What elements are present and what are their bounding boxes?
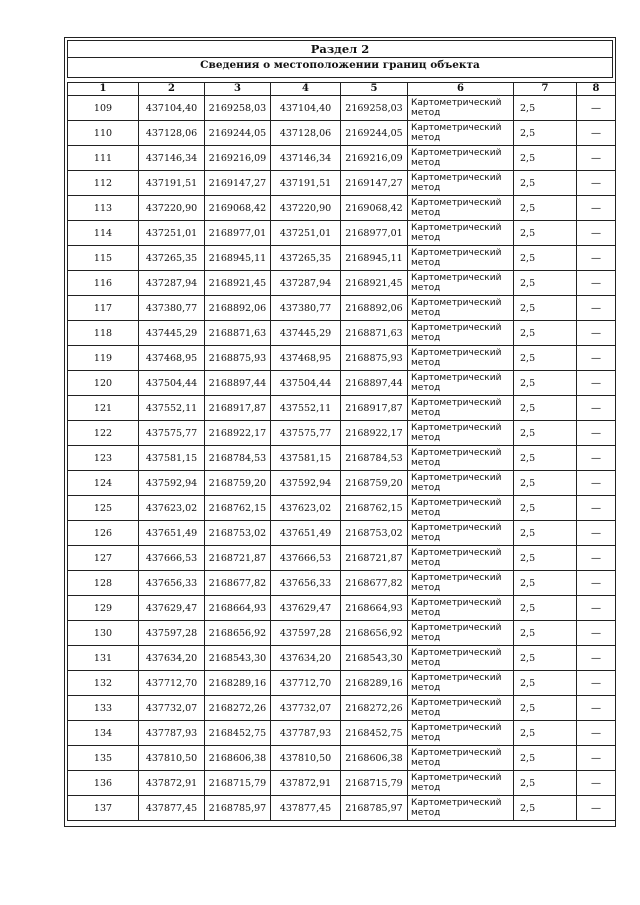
cell-point-number: 130 — [68, 621, 139, 646]
cell-x-old: 437634,20 — [139, 646, 205, 671]
cell-x-new: 437104,40 — [271, 96, 341, 121]
cell-accuracy: 2,5 — [514, 596, 577, 621]
cell-method: Картометрический метод — [408, 96, 514, 121]
cell-method: Картометрический метод — [408, 371, 514, 396]
cell-x-old: 437581,15 — [139, 446, 205, 471]
table-row — [68, 471, 616, 496]
cell-x-old: 437656,33 — [139, 571, 205, 596]
cell-y-old: 2169216,09 — [205, 146, 271, 171]
cell-method: Картометрический метод — [408, 196, 514, 221]
cell-method: Картометрический метод — [408, 221, 514, 246]
cell-point-number: 127 — [68, 546, 139, 571]
cell-accuracy: 2,5 — [514, 721, 577, 746]
table-row — [68, 721, 616, 746]
cell-description: — — [577, 221, 616, 246]
cell-y-old: 2168606,38 — [205, 746, 271, 771]
cell-accuracy: 2,5 — [514, 696, 577, 721]
cell-description: — — [577, 521, 616, 546]
cell-y-old: 2168664,93 — [205, 596, 271, 621]
cell-accuracy: 2,5 — [514, 246, 577, 271]
table-row — [68, 596, 616, 621]
table-row — [68, 521, 616, 546]
cell-point-number: 111 — [68, 146, 139, 171]
cell-x-old: 437872,91 — [139, 771, 205, 796]
cell-accuracy: 2,5 — [514, 521, 577, 546]
cell-description: — — [577, 371, 616, 396]
cell-description: — — [577, 196, 616, 221]
cell-x-old: 437810,50 — [139, 746, 205, 771]
cell-method: Картометрический метод — [408, 671, 514, 696]
cell-accuracy: 2,5 — [514, 546, 577, 571]
cell-y-new: 2168921,45 — [341, 271, 408, 296]
column-header-7: 7 — [514, 83, 577, 96]
cell-description: — — [577, 696, 616, 721]
cell-y-old: 2168759,20 — [205, 471, 271, 496]
cell-x-new: 437128,06 — [271, 121, 341, 146]
cell-method: Картометрический метод — [408, 546, 514, 571]
cell-description: — — [577, 746, 616, 771]
cell-x-old: 437629,47 — [139, 596, 205, 621]
cell-method: Картометрический метод — [408, 746, 514, 771]
cell-x-new: 437629,47 — [271, 596, 341, 621]
cell-y-new: 2168784,53 — [341, 446, 408, 471]
cell-method: Картометрический метод — [408, 471, 514, 496]
cell-y-new: 2169068,42 — [341, 196, 408, 221]
cell-y-old: 2168677,82 — [205, 571, 271, 596]
cell-description: — — [577, 771, 616, 796]
cell-x-old: 437712,70 — [139, 671, 205, 696]
cell-x-old: 437597,28 — [139, 621, 205, 646]
cell-point-number: 135 — [68, 746, 139, 771]
cell-x-old: 437445,29 — [139, 321, 205, 346]
cell-method: Картометрический метод — [408, 346, 514, 371]
table-row — [68, 371, 616, 396]
cell-x-old: 437592,94 — [139, 471, 205, 496]
cell-x-new: 437265,35 — [271, 246, 341, 271]
cell-accuracy: 2,5 — [514, 371, 577, 396]
cell-point-number: 118 — [68, 321, 139, 346]
cell-method: Картометрический метод — [408, 296, 514, 321]
table-row — [68, 771, 616, 796]
cell-method: Картометрический метод — [408, 121, 514, 146]
cell-y-old: 2168892,06 — [205, 296, 271, 321]
cell-accuracy: 2,5 — [514, 271, 577, 296]
cell-point-number: 120 — [68, 371, 139, 396]
cell-x-new: 437877,45 — [271, 796, 341, 821]
cell-x-new: 437651,49 — [271, 521, 341, 546]
cell-description: — — [577, 621, 616, 646]
cell-x-old: 437732,07 — [139, 696, 205, 721]
cell-x-old: 437504,44 — [139, 371, 205, 396]
table-row — [68, 121, 616, 146]
cell-point-number: 116 — [68, 271, 139, 296]
cell-description: — — [577, 671, 616, 696]
cell-y-new: 2168452,75 — [341, 721, 408, 746]
header-divider — [68, 57, 612, 58]
cell-y-old: 2168753,02 — [205, 521, 271, 546]
cell-x-new: 437732,07 — [271, 696, 341, 721]
column-header-1: 1 — [68, 83, 139, 96]
cell-description: — — [577, 171, 616, 196]
cell-y-new: 2169258,03 — [341, 96, 408, 121]
document-sheet — [64, 37, 616, 827]
cell-x-old: 437666,53 — [139, 546, 205, 571]
table-row — [68, 746, 616, 771]
cell-y-new: 2168977,01 — [341, 221, 408, 246]
cell-x-new: 437787,93 — [271, 721, 341, 746]
cell-accuracy: 2,5 — [514, 646, 577, 671]
cell-x-new: 437191,51 — [271, 171, 341, 196]
cell-x-new: 437380,77 — [271, 296, 341, 321]
section-title: Раздел 2 — [310, 42, 370, 56]
cell-x-new: 437634,20 — [271, 646, 341, 671]
cell-description: — — [577, 721, 616, 746]
cell-y-new: 2168945,11 — [341, 246, 408, 271]
table-row — [68, 296, 616, 321]
table-body — [68, 96, 616, 821]
table-row — [68, 96, 616, 121]
cell-y-new: 2168753,02 — [341, 521, 408, 546]
cell-y-old: 2168715,79 — [205, 771, 271, 796]
cell-accuracy: 2,5 — [514, 746, 577, 771]
cell-x-old: 437104,40 — [139, 96, 205, 121]
cell-x-new: 437445,29 — [271, 321, 341, 346]
table-row — [68, 621, 616, 646]
table-row — [68, 396, 616, 421]
column-number-row — [68, 83, 616, 96]
cell-description: — — [577, 396, 616, 421]
cell-method: Картометрический метод — [408, 521, 514, 546]
cell-point-number: 133 — [68, 696, 139, 721]
cell-y-new: 2168897,44 — [341, 371, 408, 396]
cell-x-old: 437220,90 — [139, 196, 205, 221]
table-row — [68, 546, 616, 571]
cell-point-number: 126 — [68, 521, 139, 546]
cell-x-old: 437787,93 — [139, 721, 205, 746]
cell-y-new: 2168917,87 — [341, 396, 408, 421]
cell-accuracy: 2,5 — [514, 396, 577, 421]
cell-point-number: 129 — [68, 596, 139, 621]
column-header-6: 6 — [408, 83, 514, 96]
cell-accuracy: 2,5 — [514, 121, 577, 146]
column-header-8: 8 — [577, 83, 616, 96]
cell-accuracy: 2,5 — [514, 671, 577, 696]
cell-point-number: 128 — [68, 571, 139, 596]
cell-y-old: 2169147,27 — [205, 171, 271, 196]
cell-y-new: 2168892,06 — [341, 296, 408, 321]
cell-method: Картометрический метод — [408, 771, 514, 796]
cell-method: Картометрический метод — [408, 646, 514, 671]
cell-method: Картометрический метод — [408, 321, 514, 346]
cell-x-new: 437592,94 — [271, 471, 341, 496]
cell-x-old: 437380,77 — [139, 296, 205, 321]
cell-x-old: 437191,51 — [139, 171, 205, 196]
cell-x-new: 437656,33 — [271, 571, 341, 596]
cell-description: — — [577, 346, 616, 371]
cell-description: — — [577, 271, 616, 296]
cell-x-new: 437287,94 — [271, 271, 341, 296]
cell-method: Картометрический метод — [408, 621, 514, 646]
cell-y-new: 2168785,97 — [341, 796, 408, 821]
cell-point-number: 131 — [68, 646, 139, 671]
cell-x-new: 437468,95 — [271, 346, 341, 371]
cell-x-old: 437623,02 — [139, 496, 205, 521]
cell-x-new: 437666,53 — [271, 546, 341, 571]
cell-accuracy: 2,5 — [514, 571, 577, 596]
cell-y-old: 2168784,53 — [205, 446, 271, 471]
cell-y-old: 2168762,15 — [205, 496, 271, 521]
section-subtitle: Сведения о местоположении границ объекта — [200, 59, 480, 71]
cell-description: — — [577, 296, 616, 321]
table-row — [68, 171, 616, 196]
cell-description: — — [577, 121, 616, 146]
cell-y-old: 2168922,17 — [205, 421, 271, 446]
cell-description: — — [577, 546, 616, 571]
cell-point-number: 114 — [68, 221, 139, 246]
table-row — [68, 571, 616, 596]
table-row — [68, 321, 616, 346]
cell-x-old: 437877,45 — [139, 796, 205, 821]
cell-point-number: 109 — [68, 96, 139, 121]
cell-description: — — [577, 471, 616, 496]
cell-x-old: 437575,77 — [139, 421, 205, 446]
cell-x-old: 437251,01 — [139, 221, 205, 246]
cell-method: Картометрический метод — [408, 246, 514, 271]
cell-x-new: 437712,70 — [271, 671, 341, 696]
cell-y-old: 2168871,63 — [205, 321, 271, 346]
table-row — [68, 496, 616, 521]
cell-description: — — [577, 646, 616, 671]
cell-y-old: 2168785,97 — [205, 796, 271, 821]
cell-description: — — [577, 571, 616, 596]
cell-accuracy: 2,5 — [514, 196, 577, 221]
cell-y-new: 2168272,26 — [341, 696, 408, 721]
cell-x-new: 437597,28 — [271, 621, 341, 646]
table-row — [68, 271, 616, 296]
cell-point-number: 110 — [68, 121, 139, 146]
cell-y-old: 2168875,93 — [205, 346, 271, 371]
cell-method: Картометрический метод — [408, 571, 514, 596]
cell-y-old: 2168917,87 — [205, 396, 271, 421]
cell-accuracy: 2,5 — [514, 421, 577, 446]
cell-point-number: 125 — [68, 496, 139, 521]
cell-accuracy: 2,5 — [514, 496, 577, 521]
cell-description: — — [577, 146, 616, 171]
cell-description: — — [577, 796, 616, 821]
cell-x-new: 437810,50 — [271, 746, 341, 771]
cell-x-new: 437575,77 — [271, 421, 341, 446]
table-row — [68, 196, 616, 221]
cell-y-old: 2169258,03 — [205, 96, 271, 121]
table-row — [68, 446, 616, 471]
table-row — [68, 421, 616, 446]
cell-accuracy: 2,5 — [514, 296, 577, 321]
cell-accuracy: 2,5 — [514, 471, 577, 496]
cell-method: Картометрический метод — [408, 171, 514, 196]
cell-y-new: 2168289,16 — [341, 671, 408, 696]
table-row — [68, 246, 616, 271]
column-header-3: 3 — [205, 83, 271, 96]
table-row — [68, 146, 616, 171]
cell-accuracy: 2,5 — [514, 771, 577, 796]
cell-x-old: 437552,11 — [139, 396, 205, 421]
cell-point-number: 117 — [68, 296, 139, 321]
cell-y-new: 2169244,05 — [341, 121, 408, 146]
cell-point-number: 115 — [68, 246, 139, 271]
cell-accuracy: 2,5 — [514, 96, 577, 121]
cell-point-number: 122 — [68, 421, 139, 446]
cell-method: Картометрический метод — [408, 596, 514, 621]
cell-point-number: 113 — [68, 196, 139, 221]
cell-y-new: 2168656,92 — [341, 621, 408, 646]
cell-point-number: 123 — [68, 446, 139, 471]
cell-x-new: 437552,11 — [271, 396, 341, 421]
cell-accuracy: 2,5 — [514, 346, 577, 371]
table-row — [68, 696, 616, 721]
cell-method: Картометрический метод — [408, 396, 514, 421]
cell-y-old: 2168977,01 — [205, 221, 271, 246]
cell-y-new: 2168871,63 — [341, 321, 408, 346]
cell-method: Картометрический метод — [408, 446, 514, 471]
cell-x-old: 437265,35 — [139, 246, 205, 271]
cell-point-number: 121 — [68, 396, 139, 421]
cell-method: Картометрический метод — [408, 721, 514, 746]
cell-accuracy: 2,5 — [514, 446, 577, 471]
cell-y-old: 2168921,45 — [205, 271, 271, 296]
cell-y-new: 2168664,93 — [341, 596, 408, 621]
cell-y-old: 2168721,87 — [205, 546, 271, 571]
cell-x-new: 437220,90 — [271, 196, 341, 221]
cell-point-number: 124 — [68, 471, 139, 496]
cell-description: — — [577, 596, 616, 621]
cell-method: Картометрический метод — [408, 146, 514, 171]
cell-y-old: 2168272,26 — [205, 696, 271, 721]
cell-x-old: 437128,06 — [139, 121, 205, 146]
cell-x-new: 437504,44 — [271, 371, 341, 396]
cell-accuracy: 2,5 — [514, 621, 577, 646]
cell-y-old: 2168289,16 — [205, 671, 271, 696]
cell-y-new: 2168762,15 — [341, 496, 408, 521]
cell-point-number: 137 — [68, 796, 139, 821]
cell-x-new: 437581,15 — [271, 446, 341, 471]
cell-description: — — [577, 96, 616, 121]
cell-point-number: 136 — [68, 771, 139, 796]
table-row — [68, 646, 616, 671]
cell-x-new: 437623,02 — [271, 496, 341, 521]
cell-method: Картометрический метод — [408, 271, 514, 296]
cell-x-new: 437251,01 — [271, 221, 341, 246]
cell-y-new: 2168715,79 — [341, 771, 408, 796]
cell-description: — — [577, 246, 616, 271]
cell-y-old: 2168945,11 — [205, 246, 271, 271]
table-row — [68, 671, 616, 696]
cell-accuracy: 2,5 — [514, 796, 577, 821]
cell-y-new: 2168922,17 — [341, 421, 408, 446]
table-row — [68, 796, 616, 821]
cell-accuracy: 2,5 — [514, 321, 577, 346]
cell-point-number: 119 — [68, 346, 139, 371]
cell-x-new: 437146,34 — [271, 146, 341, 171]
section-header — [67, 40, 613, 78]
cell-point-number: 132 — [68, 671, 139, 696]
cell-y-new: 2168759,20 — [341, 471, 408, 496]
cell-y-old: 2168656,92 — [205, 621, 271, 646]
cell-x-old: 437287,94 — [139, 271, 205, 296]
cell-description: — — [577, 421, 616, 446]
cell-y-old: 2169068,42 — [205, 196, 271, 221]
cell-y-new: 2168606,38 — [341, 746, 408, 771]
cell-x-old: 437651,49 — [139, 521, 205, 546]
cell-description: — — [577, 446, 616, 471]
cell-y-new: 2169147,27 — [341, 171, 408, 196]
column-header-2: 2 — [139, 83, 205, 96]
cell-point-number: 112 — [68, 171, 139, 196]
cell-accuracy: 2,5 — [514, 221, 577, 246]
cell-y-new: 2169216,09 — [341, 146, 408, 171]
table-row — [68, 221, 616, 246]
column-header-4: 4 — [271, 83, 341, 96]
cell-y-old: 2168452,75 — [205, 721, 271, 746]
cell-x-old: 437468,95 — [139, 346, 205, 371]
cell-y-new: 2168677,82 — [341, 571, 408, 596]
cell-y-old: 2169244,05 — [205, 121, 271, 146]
cell-y-new: 2168721,87 — [341, 546, 408, 571]
cell-x-old: 437146,34 — [139, 146, 205, 171]
cell-y-old: 2168543,30 — [205, 646, 271, 671]
cell-description: — — [577, 496, 616, 521]
cell-accuracy: 2,5 — [514, 171, 577, 196]
cell-method: Картометрический метод — [408, 696, 514, 721]
cell-accuracy: 2,5 — [514, 146, 577, 171]
cell-description: — — [577, 321, 616, 346]
cell-x-new: 437872,91 — [271, 771, 341, 796]
cell-y-new: 2168543,30 — [341, 646, 408, 671]
cell-y-old: 2168897,44 — [205, 371, 271, 396]
cell-method: Картометрический метод — [408, 796, 514, 821]
cell-y-new: 2168875,93 — [341, 346, 408, 371]
column-header-5: 5 — [341, 83, 408, 96]
cell-point-number: 134 — [68, 721, 139, 746]
boundary-coordinates-table — [67, 82, 616, 821]
table-row — [68, 346, 616, 371]
cell-method: Картометрический метод — [408, 421, 514, 446]
cell-method: Картометрический метод — [408, 496, 514, 521]
